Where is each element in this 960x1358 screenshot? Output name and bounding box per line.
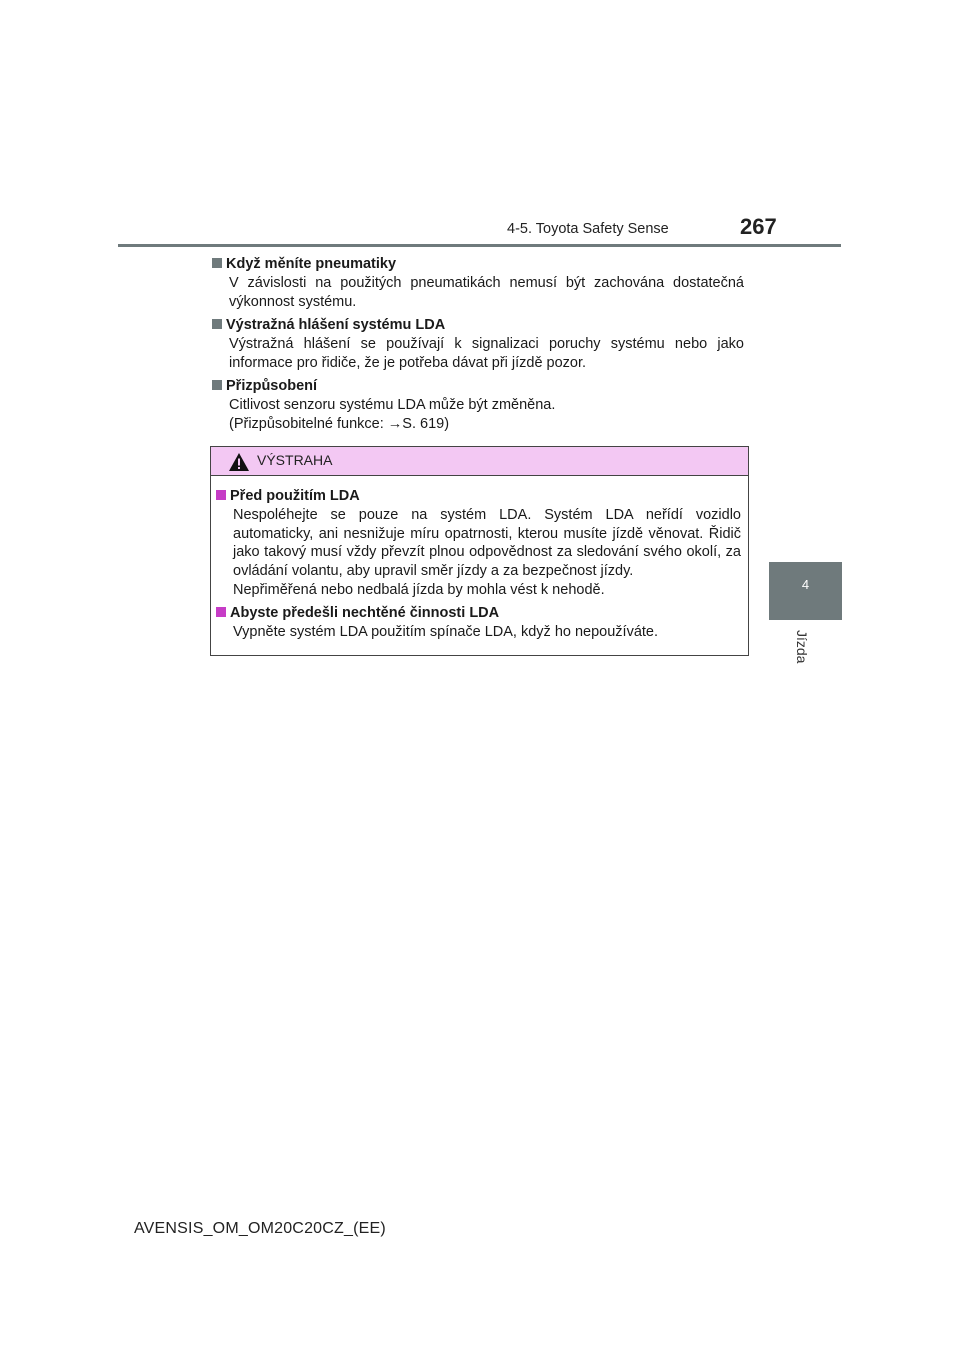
chapter-tab: [769, 562, 842, 620]
warning-body: [216, 487, 741, 645]
document-code: AVENSIS_OM_OM20C20CZ_(EE): [134, 1220, 386, 1237]
item-heading: Abyste předešli nechtěné činnosti LDA: [230, 604, 500, 621]
chapter-label: Jízda: [794, 630, 810, 664]
item-text: Výstražná hlášení se používají k signalizaci poruchy systému nebo jako informace pro řidiče, že je potřeba dávat při jízdě pozor.: [229, 336, 744, 371]
item-text: V závislosti na použitých pneumatikách nemusí být zachována dostatečná výkonnost systému.: [229, 275, 744, 310]
chapter-number: 4: [801, 577, 810, 592]
header-divider: [118, 244, 841, 247]
list-item: [216, 487, 741, 600]
item-heading: Přizpůsobení: [226, 378, 318, 394]
list-item: [212, 316, 744, 373]
square-bullet-icon: [216, 607, 226, 617]
warning-header: [211, 447, 748, 476]
list-item: [212, 377, 744, 434]
item-text: Nespoléhejte se pouze na systém LDA. Systém LDA neřídí vozidlo automaticky, ani nesnižuje míru opatrnosti, kterou musíte jízdě věnovat. Řidič jako takový musí vždy převzít plnou odpovědnost za sledování svého okolí, za ovládání volantu, aby upravil směr jízdy a za bezpečnost jízdy.: [233, 506, 741, 580]
warning-title: VÝSTRAHA: [257, 452, 333, 468]
item-heading: Před použitím LDA: [230, 488, 360, 504]
list-item: [212, 255, 744, 312]
warning-box: [210, 446, 749, 656]
square-bullet-icon: [212, 380, 222, 390]
item-heading: Když měníte pneumatiky: [226, 256, 397, 272]
warning-triangle-icon: [228, 452, 250, 472]
item-text: Nepřiměřená nebo nedbalá jízda by mohla vést k nehodě.: [233, 581, 605, 598]
list-item: [216, 604, 741, 642]
main-content: [212, 255, 744, 438]
square-bullet-icon: [212, 258, 222, 268]
page-number: 267: [740, 214, 777, 239]
item-heading: Výstražná hlášení systému LDA: [226, 317, 446, 333]
square-bullet-icon: [212, 319, 222, 329]
section-title: 4-5. Toyota Safety Sense: [507, 221, 669, 237]
item-text: Vypněte systém LDA použitím spínače LDA, když ho nepoužíváte.: [233, 623, 659, 640]
item-text: Citlivost senzoru systému LDA může být změněna.: [229, 397, 556, 413]
square-bullet-icon: [216, 490, 226, 500]
item-reference: (Přizpůsobitelné funkce: →S. 619): [229, 416, 450, 432]
